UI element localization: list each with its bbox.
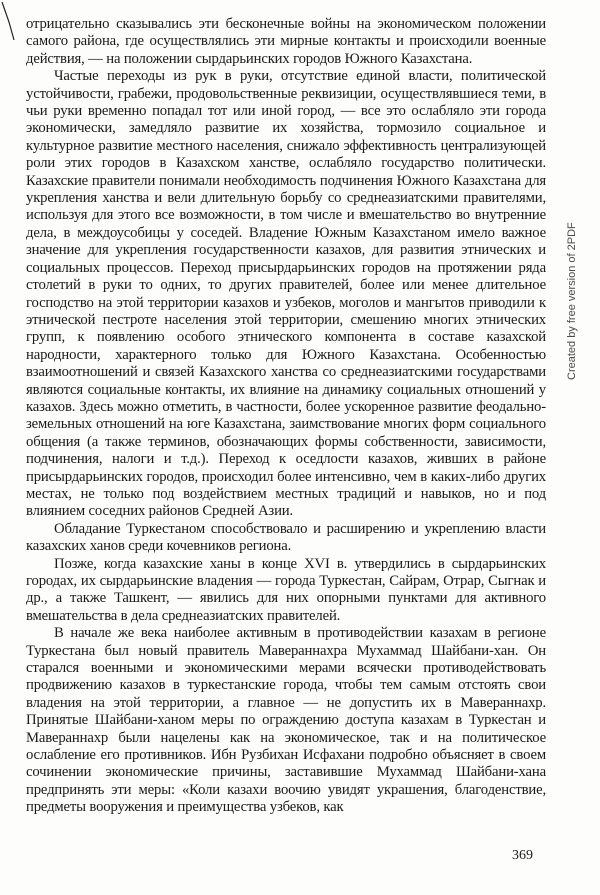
pdf-watermark (566, 210, 578, 380)
body-text (26, 16, 546, 817)
paragraph-2: Частые переходы из рук в руки, отсутствие единой власти, политической устойчивости, грабежи, продовольственные реквизиции, осуществлявшиеся теми, в чьи руки временно попадал тот или иной город, — все это ослабляло эти города экономически, замедляло развитие их хозяйства, тормозило социальное и культурное развитие местного населения, снижало эффективность централизующей роли этих городов в Казахском ханстве, ослабляло государство политически. Казахские правители понимали необходимость подчинения Южного Казахстана для укрепления ханства и вели длительную борьбу со среднеазиатскими правителями, используя для этого все возможности, в том числе и вмешательство во внутренние дела, в междоусобицы у соседей. Владение Южным Казахстаном имело важное значение для укрепления государственности казахов, для развития этнических и социальных процессов. Переход присырдарьинских городов на протяжении ряда столетий в руки то одних, то других правителей, более или менее длительное господство на этой территории казахов и узбеков, моголов и мангытов приводили к этнической пестроте населения этой территории, смешению многих этнических групп, к появлению особого этнического компонента в составе казахской народности, характерного только для Южного Казахстана. Особенностью взаимоотношений и связей Казахского ханства со среднеазиатскими государствами являются социальные контакты, их влияние на динамику социальных отношений у казахов. Здесь можно отметить, в частности, более ускоренное развитие феодально-земельных отношений на юге Казахстана, заимствование многих форм социального общения (а также терминов, обозначающих формы собственности, зависимости, подчинения, налоги и т.д.). Переход к оседлости казахов, живших в районе присырдарьинских городов, происходил более интенсивно, чем в каких-либо других местах, не только под воздействием местных традиций и навыков, но и под влиянием соседних районов Средней Азии. (26, 68, 546, 520)
page-number: 369 (512, 848, 533, 863)
paragraph-1: отрицательно сказывались эти бесконечные войны на экономическом положении самого района, где осуществлялись эти мирные контакты и происходили военные действия, — на положении сырдарьинских городов Южного Казахстана. (26, 16, 546, 67)
watermark-text: Created by free version of 2PDF (566, 222, 578, 380)
paragraph-5: В начале же века наиболее активным в противодействии казахам в регионе Туркестана был новый правитель Мавераннахра Мухаммад Шайбани-хан. Он старался военными и экономическими мерами всячески противодействовать продвижению казахов в туркестанские города, чтобы тем самым отстоять свои владения на этой территории, а главное — не допустить их в Мавераннахр. Принятые Шайбани-ханом меры по ограждению доступа казахам в Туркестан и Мавераннахр были нацелены как на экономическое, так и на политическое ослабление его противников. Ибн Рузбихан Исфахани подробно объясняет в своем сочинении экономические причины, заставившие Мухаммад Шайбани-хана предпринять эти меры: «Коли казахи воочию увидят украшения, благоденствие, предметы вооружения и преимущества узбеков, как (26, 625, 546, 816)
paragraph-4: Позже, когда казахские ханы в конце XVI в. утвердились в сырдарьинских городах, их сырдарьинские владения — города Туркестан, Сайрам, Отрар, Сыгнак и др., а также Ташкент, — явились для них опорными пунктами для активного вмешательства в дела среднеазиатских правителей. (26, 555, 546, 624)
paragraph-3: Обладание Туркестаном способствовало и расширению и укреплению власти казахских ханов среди кочевников региона. (26, 520, 546, 555)
